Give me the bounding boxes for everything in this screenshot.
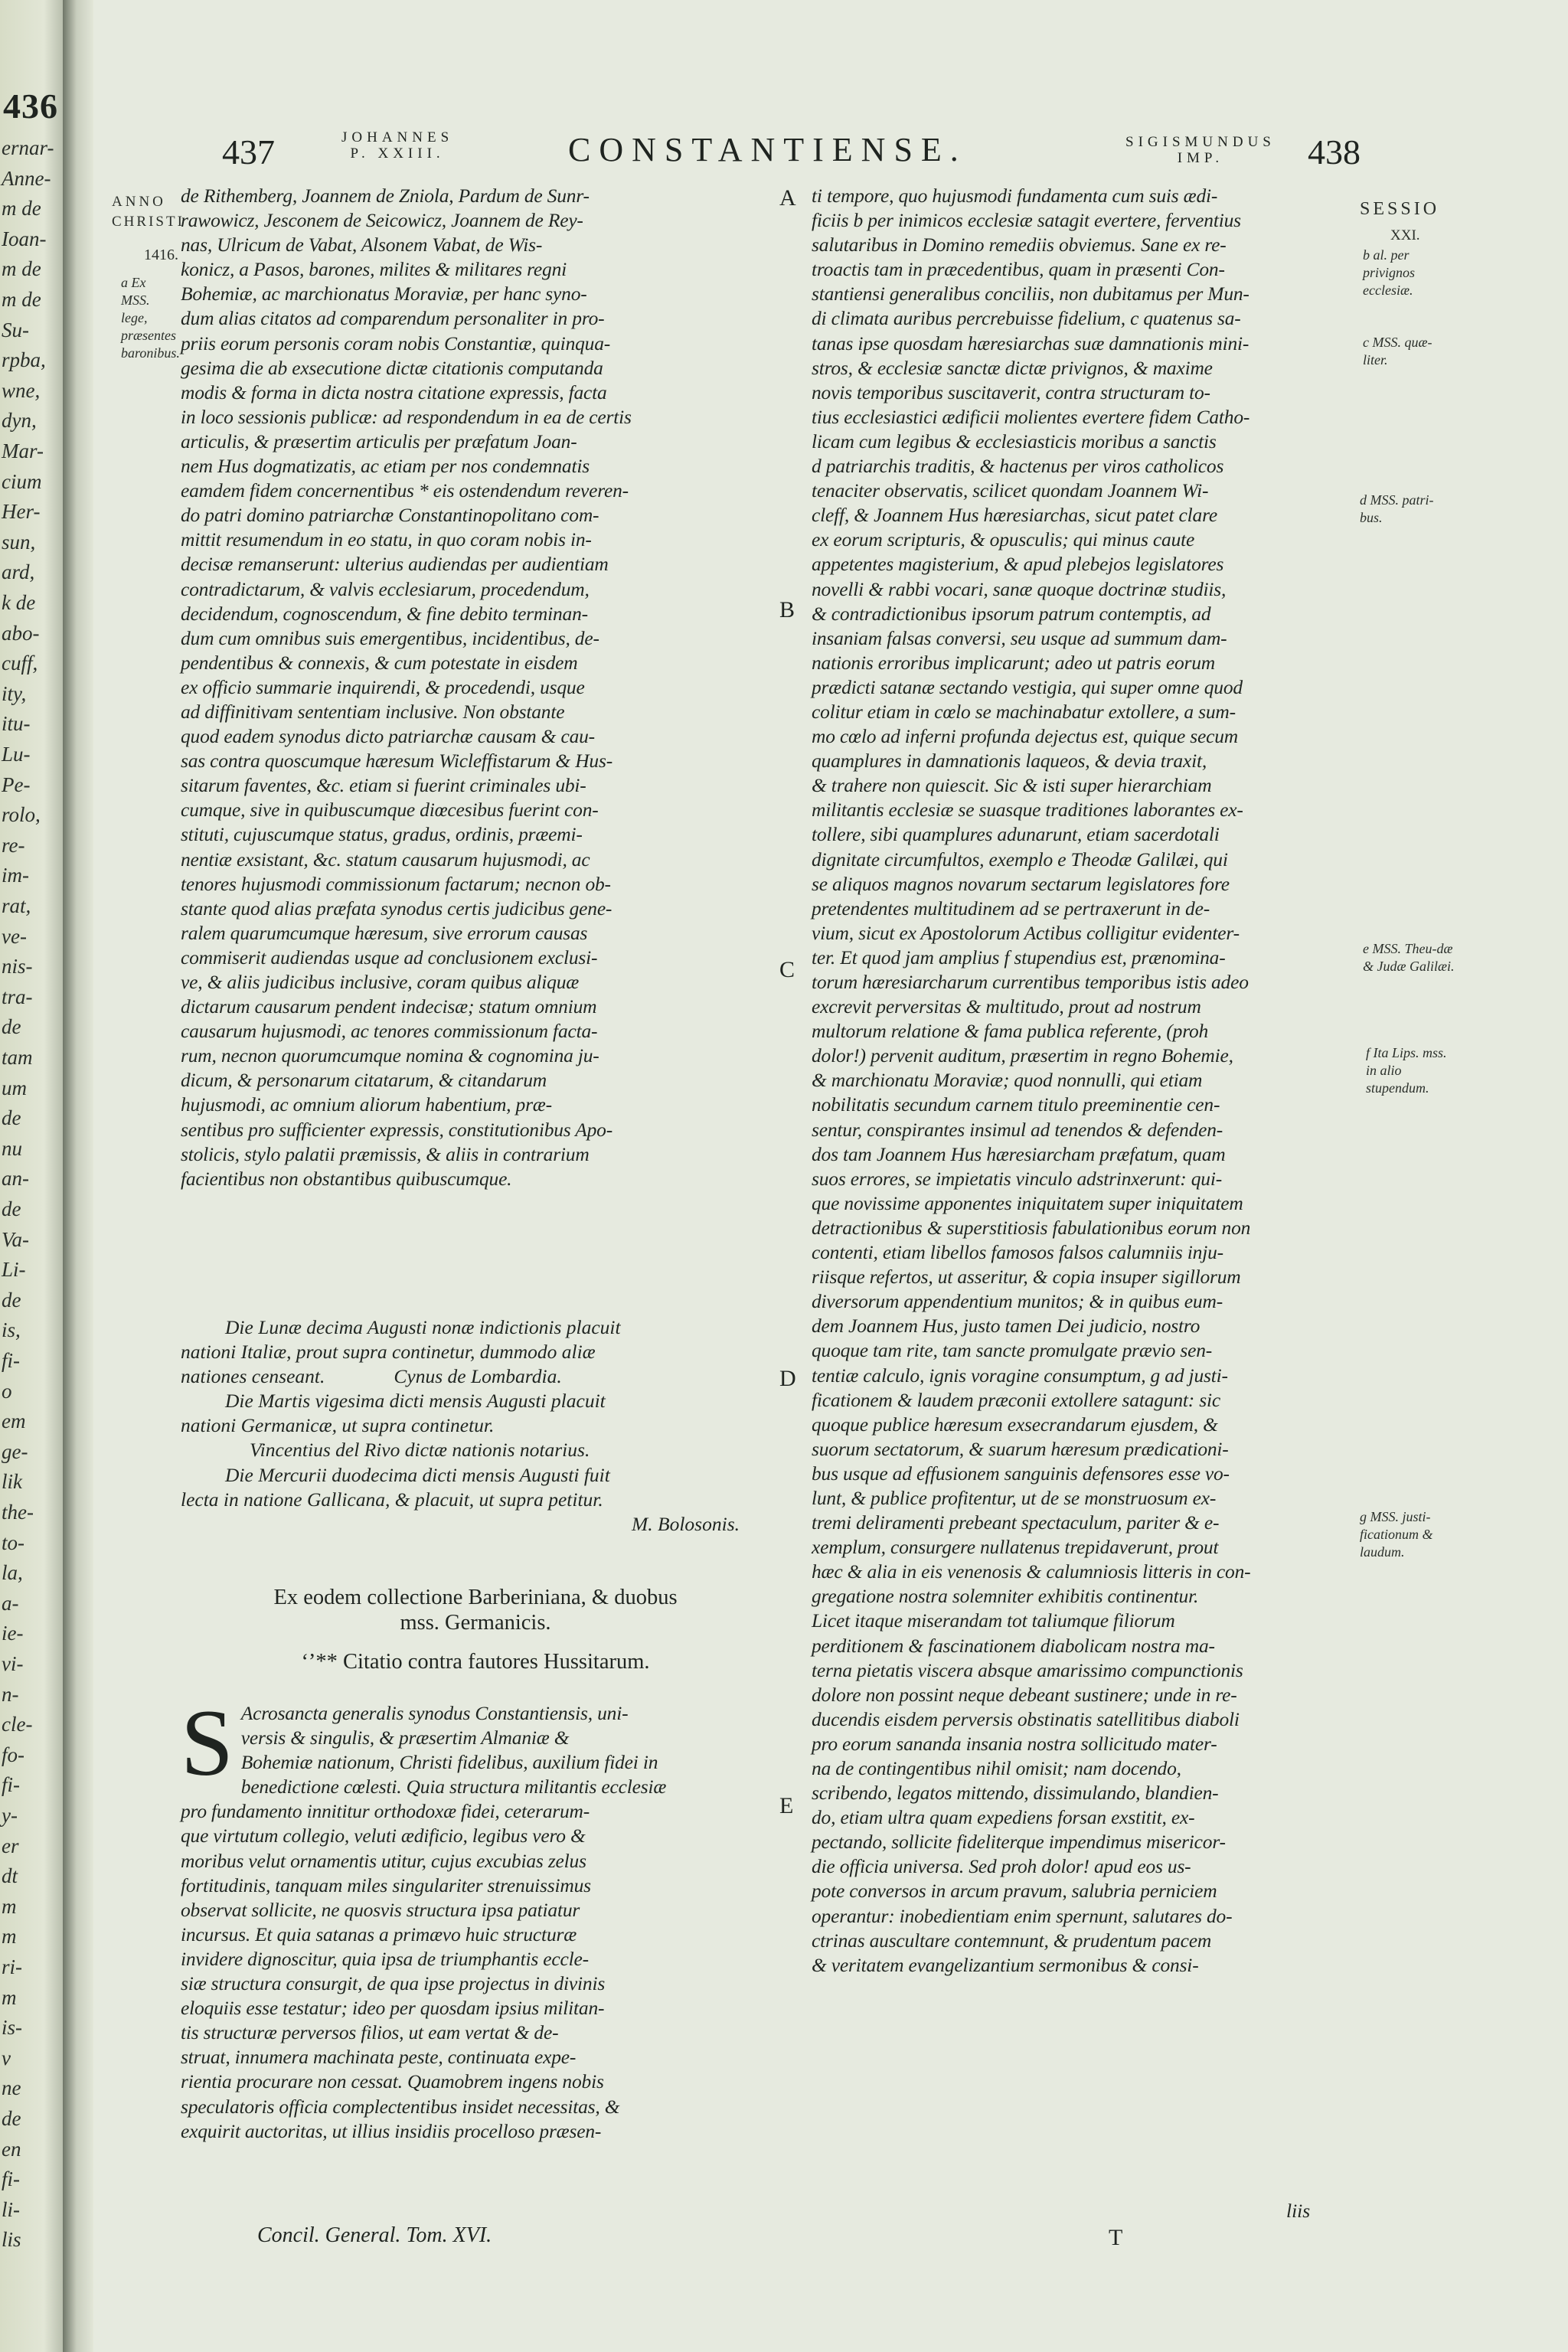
previous-page-line: de	[2, 1106, 21, 1130]
text-line: operantur: inobedientiam enim spernunt, salutares do-	[812, 1904, 1233, 1927]
previous-page-line: Su-	[2, 318, 29, 341]
text-line: ctrinas auscultare contemnunt, & prudentum pacem	[812, 1929, 1212, 1952]
text-line: prædicti satanæ sectando vestigia, qui super omne quod	[812, 675, 1243, 698]
text-line: insaniam falsas conversi, seu usque ad summum dam-	[812, 626, 1227, 649]
text-line: appetentes magisterium, & apud plebejos legislatores	[812, 553, 1224, 576]
previous-page-line: cle-	[2, 1713, 33, 1736]
text-line: sitarum faventes, &c. etiam si fuerint criminales ubi-	[181, 774, 586, 797]
previous-page-line: n-	[2, 1682, 19, 1706]
footnote-g: g MSS. justi-ficationum & laudum.	[1360, 1509, 1433, 1560]
footnote-a: a Ex MSS. lege, præsentes baronibus.	[121, 275, 180, 361]
heading-subtitle: ‘’** Citatio contra fautores Hussitarum.	[301, 1650, 650, 1674]
text-line: versis & singulis, & præsertim Almaniæ &	[240, 1726, 570, 1749]
catchword: liis	[1286, 2200, 1311, 2222]
text-line: tollere, sibi quamplures adunarunt, etiam sacerdotali	[812, 823, 1220, 846]
section-letter-d: D	[779, 1366, 796, 1391]
previous-page-line: m	[2, 1894, 17, 1918]
right-column-text	[812, 184, 1357, 1978]
text-line: tenaciter observatis, scilicet quondam Joannem Wi-	[812, 479, 1209, 502]
heading-line: Ex eodem collectione Barberiniana, & duobus	[273, 1586, 678, 1609]
text-line: modis & forma in dicta nostra citatione expressis, facta	[181, 381, 607, 403]
text-line: tremi deliramenti prebeant spectaculum, pariter & e-	[812, 1511, 1220, 1534]
text-line: Bohemiæ nationum, Christi fidelibus, auxilium fidei in	[240, 1751, 658, 1774]
previous-page-line: cuff,	[2, 652, 38, 675]
previous-page-line: m de	[2, 288, 41, 311]
text-line: excrevit perversitas & multitudo, prout ad nostrum	[812, 995, 1201, 1018]
page-title: CONSTANTIENSE.	[568, 131, 967, 168]
text-line: d patriarchis traditis, & hactenus per viros catholicos	[812, 455, 1224, 478]
text-line: rum, necnon quorumcumque nomina & cognomina ju-	[181, 1044, 599, 1067]
section-heading	[181, 1585, 770, 1674]
text-line: riisque refertos, ut asseritur, & copia insuper sigillorum	[812, 1266, 1241, 1289]
text-line: pretendentes multitudinem ad se pertraxerunt in de-	[812, 897, 1210, 920]
sign-offs	[181, 1315, 770, 1537]
text-line: do patri domino patriarchæ Constantinopolitano com-	[181, 504, 599, 527]
previous-page-line: o	[2, 1379, 12, 1403]
text-line: pote conversos in arcum pravum, salubria perniciem	[812, 1880, 1217, 1903]
text-line: rawowicz, Jesconem de Seicowicz, Joannem de Rey-	[181, 209, 583, 232]
previous-page-line: wne,	[2, 378, 41, 402]
previous-page-line: nis-	[2, 955, 33, 978]
previous-page-line: cium	[2, 469, 42, 493]
left-page-number: 437	[222, 132, 275, 172]
previous-page-line: vi-	[2, 1652, 24, 1675]
previous-page-line: fi-	[2, 1349, 20, 1372]
text-line: nobilitatis secundum carnem titulo preeminentie cen-	[812, 1093, 1220, 1116]
footnote-c: c MSS. quæ-liter.	[1363, 335, 1432, 368]
text-line: quoque tam rite, tam sancte promulgate prævio sen-	[812, 1339, 1213, 1362]
text-line: ex officio summarie inquirendi, & procedendi, usque	[181, 675, 585, 698]
signoff-line: M. Bolosonis.	[632, 1512, 740, 1535]
text-line: stantiensi generalibus conciliis, non dubitamus per Mun-	[812, 283, 1250, 305]
text-line: contradictarum, & valvis ecclesiarum, procedendum,	[181, 577, 590, 600]
section-letter-e: E	[779, 1793, 794, 1818]
text-line: bus usque ad effusionem sanguinis defensores esse vo-	[812, 1462, 1230, 1485]
text-line: dos tam Joannem Hus hæresiarcham præfatum, quam	[812, 1142, 1226, 1165]
previous-page-line: um	[2, 1076, 27, 1099]
previous-page-line: sun,	[2, 530, 36, 554]
previous-page-line: li-	[2, 2197, 20, 2221]
text-line: xemplum, consurgere nullatenus trepidaverunt, prout	[812, 1536, 1219, 1559]
previous-page-line: tra-	[2, 985, 33, 1008]
previous-page-line: de	[2, 1197, 21, 1220]
previous-page-line: Pe-	[2, 773, 31, 796]
running-head-line: IMP.	[1177, 149, 1224, 166]
signoff-line: Die Lunæ decima Augusti nonæ indictionis placuit	[225, 1316, 621, 1338]
signoff-text: nationes censeant.	[181, 1365, 325, 1388]
text-line: ad diffinitivam sententiam inclusive. Non obstante	[181, 700, 565, 723]
running-head-line: P. XXIII.	[350, 145, 445, 162]
text-line: ficiis b per inimicos ecclesiæ satagit evertere, ferventius	[812, 209, 1241, 232]
drop-cap: S	[181, 1690, 234, 1795]
previous-page-line: im-	[2, 864, 29, 887]
text-line: stante quod alias præfata synodus certis judicibus gene-	[181, 897, 612, 920]
text-line: que virtutum collegio, veluti ædificio, legibus vero &	[181, 1824, 586, 1847]
text-line: terna pietatis viscera absque amarissimo compunctionis	[812, 1658, 1243, 1681]
text-line: quoque publice hæresum exsecrandarum ejusdem, &	[812, 1413, 1218, 1436]
previous-page-line: fo-	[2, 1743, 24, 1766]
section-letter-b: B	[779, 597, 795, 622]
text-line: perditionem & fascinationem diabolicam nostra ma-	[812, 1634, 1215, 1657]
text-line: que novissime apponentes iniquitatem super iniquitatem	[812, 1191, 1243, 1214]
text-line: colitur etiam in cœlo se machinabatur extollere, a sum-	[812, 700, 1236, 723]
text-line: speculatoris officia complectentibus insidet necessitas, &	[181, 2095, 620, 2118]
text-line: pectando, sollicite fideliterque impendimus misericor-	[812, 1831, 1226, 1854]
text-line: gesima die ab exsecutione dictæ citationis computanda	[181, 356, 603, 379]
running-head-line: SIGISMUNDUS	[1125, 134, 1276, 150]
text-line: nem Hus dogmatizatis, ac etiam per nos condemnatis	[181, 455, 590, 478]
anno-label: ANNO	[112, 194, 166, 210]
text-line: sentur, conspirantes insimul ad tenendos & defenden-	[812, 1118, 1223, 1141]
citatio-lines	[181, 1690, 770, 2144]
text-line: tis structuræ perversos filios, ut eam vertat & de-	[181, 2021, 559, 2044]
text-line: scribendo, legatos mittendo, dissimulando, blandien-	[812, 1782, 1219, 1805]
text-line: ficationem & laudem præconii extollere satagunt: sic	[812, 1388, 1220, 1411]
previous-page-line: Anne-	[2, 166, 51, 190]
text-line: nationis erroribus implicarunt; adeo ut patris eorum	[812, 651, 1215, 674]
text-line: torum hæresiarcharum currentibus temporibus istis adeo	[812, 971, 1249, 993]
text-line: se aliquos magnos novarum sectarum legislatores fore	[812, 872, 1230, 895]
previous-page-line: to-	[2, 1530, 24, 1554]
text-line: licam cum legibus & ecclesiasticis moribus a sanctis	[812, 430, 1217, 452]
text-line: ter. Et quod jam amplius f stupendius est, prænomina-	[812, 946, 1226, 969]
text-line: pro fundamento innititur orthodoxæ fidei, ceterarum-	[181, 1800, 590, 1823]
text-line: Bohemiæ, ac marchionatus Moraviæ, per hanc syno-	[181, 283, 587, 305]
heading-line: mss. Germanicis.	[400, 1611, 551, 1635]
text-line: rientia procurare non cessat. Quamobrem ingens nobis	[181, 2070, 604, 2093]
text-line: commiserit audiendas usque ad conclusionem exclusi-	[181, 946, 598, 969]
text-line: militantis ecclesiæ se suasque traditiones laborantes ex-	[812, 799, 1243, 822]
previous-page-line: Va-	[2, 1227, 29, 1251]
previous-page-line: m de	[2, 257, 41, 281]
text-line: cleff, & Joannem Hus hæresiarchas, sicut patet clare	[812, 504, 1217, 527]
text-line: struat, innumera machinata peste, continuata expe-	[181, 2046, 577, 2069]
text-line: nentiæ exsistant, &c. statum causarum hujusmodi, ac	[181, 848, 590, 871]
previous-page-line: Her-	[2, 500, 41, 524]
text-line: sentibus pro sufficienter expressis, constitutionibus Apo-	[181, 1118, 613, 1141]
previous-page-line: the-	[2, 1501, 34, 1524]
text-line: nas, Ulricum de Vabat, Alsonem Vabat, de Wis-	[181, 234, 543, 256]
left-running-head	[341, 130, 453, 162]
volume-footer: Concil. General. Tom. XVI.	[257, 2223, 492, 2247]
previous-page-line: ne	[2, 2076, 21, 2100]
previous-page	[0, 0, 63, 2352]
text-line: ve, & aliis judicibus inclusive, coram quibus aliquæ	[181, 971, 580, 993]
previous-page-line: rolo,	[2, 803, 41, 827]
footnote-f: f Ita Lips. mss. in alio stupendum.	[1366, 1045, 1447, 1096]
text-line: benedictione cœlesti. Quia structura militantis ecclesiæ	[240, 1775, 667, 1798]
text-line: konicz, a Pasos, barones, milites & militares regni	[181, 258, 567, 281]
text-line: fortitudinis, tanquam miles singulariter strenuissimus	[181, 1873, 591, 1896]
previous-page-line: ernar-	[2, 136, 54, 159]
text-line: do, etiam ultra quam expediens forsan exstitit, ex-	[812, 1806, 1195, 1829]
previous-page-line: v	[2, 2046, 11, 2069]
footnote-d: d MSS. patri-bus.	[1360, 492, 1434, 525]
text-line: dem Joannem Hus, justo tamen Dei judicio, nostro	[812, 1315, 1200, 1338]
previous-page-number: 436	[3, 87, 58, 126]
text-line: dum alias citatos ad comparendum personaliter in pro-	[181, 307, 605, 330]
previous-page-line: en	[2, 2137, 21, 2161]
text-line: Licet itaque miserandam tot taliumque filiorum	[812, 1609, 1175, 1632]
text-line: eloquiis esse testatur; ideo per quosdam ipsius militan-	[181, 1997, 605, 2020]
text-line: dignitate circumfultos, exemplo e Theodæ Galilæi, qui	[812, 848, 1228, 871]
text-line: & contradictionibus ipsorum patrum contemptis, ad	[812, 602, 1211, 625]
text-line: facientibus non obstantibus quibuscumque.	[181, 1167, 512, 1190]
text-line: na de contingentibus nihil omisit; nam docendo,	[812, 1757, 1181, 1779]
text-line: observat sollicite, ne quosvis structura ipsa patiatur	[181, 1898, 580, 1921]
text-line: siæ structura consurgit, de qua ipse projectus in divinis	[181, 1972, 606, 1995]
signoff-line: Die Mercurii duodecima dicti mensis Augusti fuit	[225, 1463, 610, 1486]
previous-page-line: ri-	[2, 1955, 22, 1978]
text-line: tentiæ calculo, ignis voragine consumptum, g ad justi-	[812, 1364, 1228, 1387]
text-line: quamplures in damnationis laqueos, & devia traxit,	[812, 750, 1207, 773]
previous-page-line: Ioan-	[2, 227, 47, 250]
footnote-b: b al. per privignos ecclesiæ.	[1363, 247, 1416, 298]
text-line: dictarum causarum pendent indecisæ; statum omnium	[181, 995, 597, 1018]
previous-page-line: fi-	[2, 2167, 20, 2191]
previous-page-line: nu	[2, 1136, 22, 1160]
session-label: SESSIO	[1360, 199, 1440, 219]
signoff-name: Cynus de Lombardia.	[394, 1365, 562, 1388]
text-line: quod eadem synodus dicto patriarchæ causam & cau-	[181, 725, 595, 748]
text-line: pro eorum sananda insania nostra sollicitudo mater-	[812, 1732, 1217, 1755]
text-line: die officia universa. Sed proh dolor! apud eos us-	[812, 1855, 1191, 1878]
previous-page-line: ie-	[2, 1622, 24, 1645]
text-line: dolor!) pervenit auditum, præsertim in regno Bohemie,	[812, 1044, 1233, 1067]
text-line: stituti, cujuscumque status, gradus, ordinis, præemi-	[181, 823, 583, 846]
previous-page-line: rat,	[2, 894, 31, 917]
text-line: exquirit auctoritas, ut illius insidiis procelloso præsen-	[181, 2119, 602, 2142]
left-column-text	[181, 184, 770, 1191]
previous-page-line: m de	[2, 197, 41, 220]
footnote-e: e MSS. Theu-dæ & Judæ Galilæi.	[1363, 941, 1455, 974]
text-line: ti tempore, quo hujusmodi fundamenta cum suis ædi-	[812, 185, 1218, 207]
previous-page-line: m	[2, 1985, 17, 2009]
book-gutter	[63, 0, 93, 2352]
previous-page-line: Li-	[2, 1258, 26, 1282]
previous-page-line: Mar-	[2, 439, 44, 462]
previous-page-line: ity,	[2, 681, 27, 705]
section-letter-a: A	[779, 185, 796, 211]
previous-page-line: y-	[2, 1804, 18, 1827]
text-line: novis temporibus suscitaverit, contra structuram to-	[812, 381, 1210, 403]
text-line: & marchionatu Moraviæ; quod nonnulli, qui etiam	[812, 1069, 1203, 1092]
text-line: decidendum, cognoscendum, & fine debito terminan-	[181, 602, 588, 625]
text-line: suos errores, se impietatis vinculo adstrinxerunt: qui-	[812, 1167, 1223, 1190]
text-line: multorum relatione & fama publica referente, (proh	[812, 1020, 1209, 1043]
previous-page-line: is,	[2, 1318, 21, 1342]
signoff-line	[181, 1364, 770, 1389]
section-letter-c: C	[779, 957, 795, 982]
text-line: causarum hujusmodi, ac tenores commissionum facta-	[181, 1020, 598, 1043]
signoff-line: nationi Italiæ, prout supra continetur, dummodo aliæ	[181, 1341, 596, 1364]
text-line: incursus. Et quia satanas a primævo huic structuræ	[181, 1922, 577, 1945]
text-line: mittit resumendum in eo statu, in quo coram nobis in-	[181, 528, 592, 551]
text-line: & trahere non quiescit. Sic & isti super hierarchiam	[812, 774, 1212, 797]
previous-page-line: abo-	[2, 621, 40, 645]
text-line: pendentibus & connexis, & cum potestate in eisdem	[181, 651, 578, 674]
text-line: eamdem fidem concernentibus * eis ostendendum reveren-	[181, 479, 629, 502]
right-page-number: 438	[1308, 132, 1361, 172]
text-line: dolore non possint neque debeant sustinere; unde in re-	[812, 1683, 1237, 1706]
text-line: tanas ipse quosdam hæresiarchas suæ damnationis mini-	[812, 332, 1250, 354]
text-line: & veritatem evangelizantium sermonibus & consi-	[812, 1953, 1199, 1976]
text-line: contenti, etiam libellos famosos falsos calumniis inju-	[812, 1241, 1223, 1264]
previous-page-line: de	[2, 1288, 21, 1312]
text-line: hujusmodi, ac omnium aliorum habentium, præ-	[181, 1093, 552, 1116]
text-line: tenores hujusmodi commissionum factarum; necnon ob-	[181, 872, 611, 895]
text-line: decisæ remanserunt: ulterius audiendas per audientiam	[181, 553, 609, 576]
christi-label: CHRISTI	[112, 214, 185, 230]
text-line: mo cœlo ad inferni profunda dejectus est, quique secum	[812, 725, 1238, 748]
text-line: ducendis eisdem perversis obstinatis satellitibus diaboli	[812, 1707, 1240, 1730]
previous-page-line: re-	[2, 833, 25, 857]
text-line: salutaribus in Domino remediis obviemus. Sane ex re-	[812, 234, 1227, 256]
signoff-line: Vincentius del Rivo dictæ nationis notarius.	[250, 1439, 590, 1462]
text-line: ralem quarumcumque hæresum, sive errorum causas	[181, 921, 588, 944]
text-line: articulis, & præsertim articulis per præfatum Joan-	[181, 430, 577, 452]
previous-page-line: tam	[2, 1046, 33, 1069]
previous-page-line: lik	[2, 1470, 22, 1494]
citatio-text	[181, 1690, 770, 2144]
previous-page-line: itu-	[2, 712, 31, 736]
previous-page-line: em	[2, 1410, 26, 1433]
text-line: moribus velut ornamentis utitur, cujus excubias zelus	[181, 1849, 586, 1872]
text-line: tius ecclesiastici ædificii molientes evertere fidem Catho-	[812, 405, 1250, 428]
text-line: detractionibus & superstitiosis fabulationibus eorum non	[812, 1216, 1251, 1239]
previous-page-line: is-	[2, 2016, 22, 2040]
previous-page-line: a-	[2, 1591, 19, 1615]
session-number: XXI.	[1390, 227, 1420, 243]
text-line: dum cum omnibus suis emergentibus, incidentibus, de-	[181, 626, 599, 649]
text-line: invidere dignoscitur, quia ipsa de triumphantis eccle-	[181, 1947, 589, 1970]
text-line: diversorum appendentium munitos; & in quibus eum-	[812, 1290, 1223, 1313]
previous-page-line: dyn,	[2, 409, 37, 433]
previous-page-line: dt	[2, 1864, 18, 1888]
text-line: sas contra quoscumque hæresum Wicleffistarum & Hus-	[181, 750, 612, 773]
previous-page-line: la,	[2, 1561, 23, 1585]
text-line: in loco sessionis publicæ: ad respondendum in ea de certis	[181, 405, 632, 428]
text-line: troactis tam in præcedentibus, quam in præsenti Con-	[812, 258, 1225, 281]
text-line: gregatione nostra solemniter exhibitis continentur.	[812, 1585, 1199, 1608]
text-line: hæc & alia in eis venenosis & calumniosis litteris in con-	[812, 1560, 1251, 1583]
previous-page-line: de	[2, 2107, 21, 2130]
previous-page-line: fi-	[2, 1773, 20, 1797]
text-line: stros, & ecclesiæ sanctæ dictæ privignos, & maxime	[812, 356, 1213, 379]
signature-mark: T	[1109, 2225, 1123, 2250]
text-line: di climata auribus percrebuisse fidelium, c quatenus sa-	[812, 307, 1241, 330]
previous-page-line: Lu-	[2, 743, 31, 766]
previous-page-line: er	[2, 1834, 19, 1857]
right-running-head	[1125, 135, 1276, 167]
text-line: lunt, & publice profitentur, ut de se monstruosum ex-	[812, 1486, 1217, 1509]
text-line: ex eorum scripturis, & opusculis; qui minus caute	[812, 528, 1195, 551]
text-line: novelli & rabbi vocari, sanæ quoque doctrinæ studiis,	[812, 577, 1227, 600]
previous-page-line: de	[2, 1015, 21, 1039]
signoff-line: nationi Germanicæ, ut supra continetur.	[181, 1414, 495, 1437]
year-label: 1416.	[144, 247, 178, 263]
text-line: suorum sectatorum, & suarum hæresum prædicationi-	[812, 1437, 1229, 1460]
previous-page-line: ge-	[2, 1439, 28, 1463]
text-line: dicum, & personarum citatarum, & citandarum	[181, 1069, 547, 1092]
previous-page-line: an-	[2, 1167, 29, 1191]
previous-page-line: m	[2, 1925, 17, 1949]
previous-page-line: k de	[2, 591, 36, 614]
signoff-line: lecta in natione Gallicana, & placuit, ut supra petitur.	[181, 1488, 603, 1511]
previous-page-line: rpba,	[2, 348, 46, 372]
text-line: stolicis, stylo palatii præmissis, & aliis in contrarium	[181, 1142, 590, 1165]
signoff-line: Die Martis vigesima dicti mensis Augusti placuit	[225, 1390, 606, 1413]
previous-page-line: lis	[2, 2228, 21, 2252]
previous-page-line: ve-	[2, 924, 27, 948]
text-line: Acrosancta generalis synodus Constantiensis, uni-	[240, 1702, 629, 1724]
previous-page-line: ard,	[2, 560, 35, 584]
text-line: cumque, sive in quibuscumque diœcesibus fuerint con-	[181, 799, 599, 822]
text-line: de Rithemberg, Joannem de Zniola, Pardum de Sunr-	[181, 185, 590, 207]
text-line: vium, sicut ex Apostolorum Actibus colligitur evidenter-	[812, 921, 1240, 944]
text-line: priis eorum personis coram nobis Constantiæ, quinqua-	[181, 332, 611, 354]
running-head-line: JOHANNES	[341, 129, 454, 145]
